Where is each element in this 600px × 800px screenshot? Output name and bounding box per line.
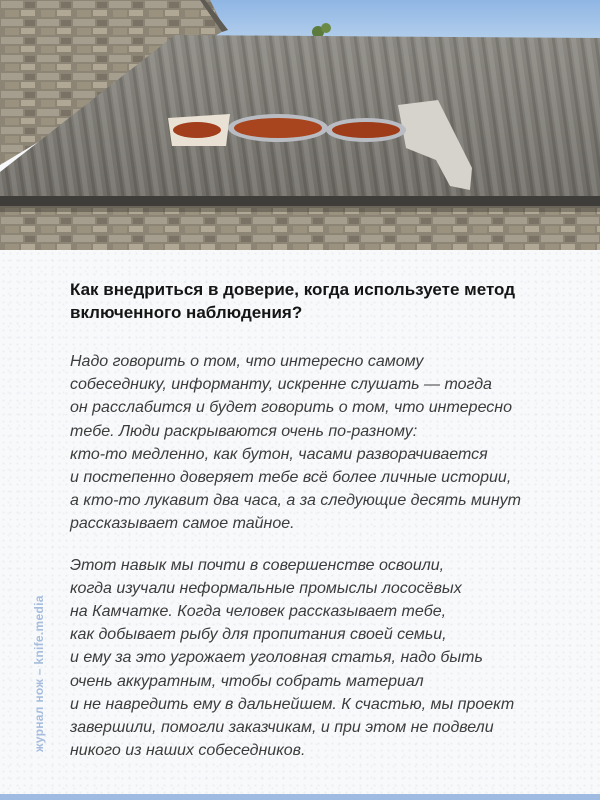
text-line: и не навредить ему в дальнейшем. К счастью, мы проект <box>70 695 515 713</box>
text-line: тебе. Люди раскрываются очень по-разному: <box>70 422 418 440</box>
article <box>70 278 570 780</box>
text-line: никого из наших собеседников. <box>70 742 306 760</box>
paragraph-2 <box>70 554 570 763</box>
roof-photo <box>0 0 600 250</box>
text-line: и постепенно доверяет тебе всё более личные истории, <box>70 469 512 487</box>
heading-line: Как внедриться в доверие, когда используете метод <box>70 280 516 299</box>
text-line: рассказывает самое тайное. <box>70 515 295 533</box>
text-line: как добывает рыбу для пропитания своей семьи, <box>70 626 447 644</box>
text-line: и ему за это угрожает уголовная статья, надо быть <box>70 649 483 667</box>
text-line: а кто-то лукавит два часа, а за следующие десять минут <box>70 492 521 510</box>
text-line: Надо говорить о том, что интересно самому <box>70 353 424 370</box>
text-line: кто-то медленно, как бутон, часами разворачивается <box>70 445 488 463</box>
paragraph-1 <box>70 350 570 536</box>
text-line: он расслабится и будет говорить о том, что интересно <box>70 399 512 417</box>
text-line: собеседнику, информанту, искренне слушать — тогда <box>70 376 492 394</box>
text-line: завершили, помогли заказчикам, и при этом не подвели <box>70 719 494 737</box>
heading-line: включенного наблюдения? <box>70 303 303 322</box>
text-line: на Камчатке. Когда человек рассказывает тебе, <box>70 603 447 621</box>
publisher-label: журнал нож – knife.media <box>32 595 46 752</box>
text-line: Этот навык мы почти в совершенстве освоили, <box>70 556 445 574</box>
roof-illustration <box>0 0 600 250</box>
article-heading <box>70 278 570 324</box>
text-line: когда изучали неформальные промыслы лососёвых <box>70 579 462 597</box>
text-line: очень аккуратным, чтобы собрать материал <box>70 672 424 690</box>
bottom-accent-bar <box>0 794 600 800</box>
